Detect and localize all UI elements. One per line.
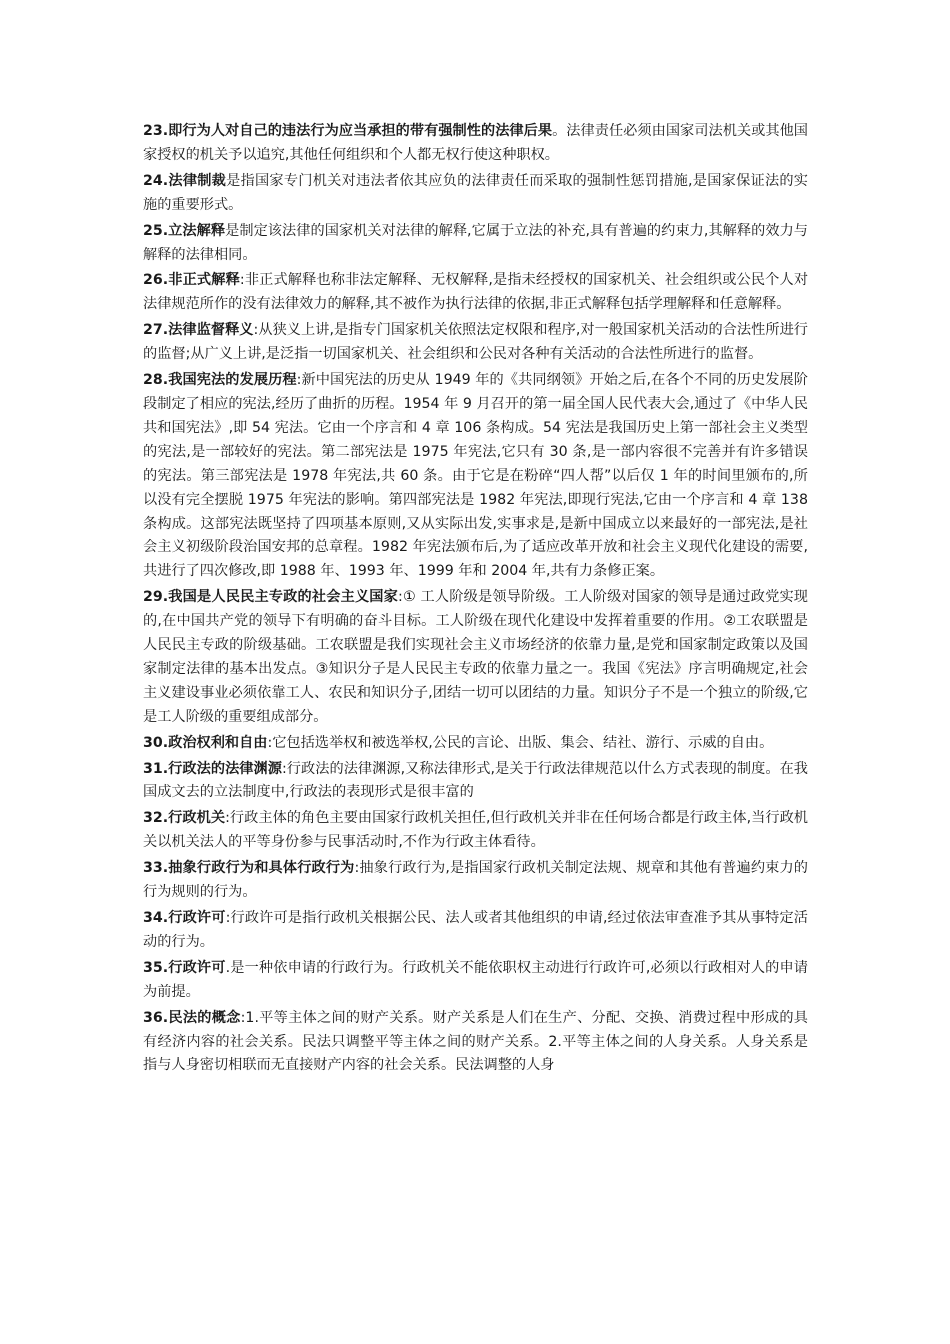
entry-term: 34.行政许可	[143, 910, 226, 926]
entry-body: :从狭义上讲,是指专门国家机关依照法定权限和程序,对一般国家机关活动的合法性所进行的监督;从广义上讲,是泛指一切国家机关、社会组织和公民对各种有关活动的合法性所进行的监督。	[143, 322, 808, 363]
entry-body: :① 工人阶级是领导阶级。工人阶级对国家的领导是通过政党实现的,在中国共产党的领导下有明确的奋斗目标。工人阶级在现代化建设中发挥着重要的作用。②工农联盟是人民民主专政的阶级基础。工农联盟是我们实现社会主义市场经济的依靠力量,是党和国家制定政策以及国家制定法律的基本出发点。③知识分子是人民民主专政的依靠力量之一。我国《宪法》序言明确规定,社会主义建设事业必须依靠工人、农民和知识分子,团结一切可以团结的力量。知识分子不是一个独立的阶级,它是工人阶级的重要组成部分。	[143, 589, 808, 725]
entry-body: 是指国家专门机关对违法者依其应负的法律责任而采取的强制性惩罚措施,是国家保证法的实施的重要形式。	[143, 172, 808, 213]
entry-term: 29.我国是人民民主专政的社会主义国家	[143, 589, 399, 606]
entry-term: 33.抽象行政行为和具体行政行为	[143, 860, 355, 877]
entry-body: :非正式解释也称非法定解释、无权解释,是指未经授权的国家机关、社会组织或公民个人对法律规范所作的没有法律效力的解释,其不被作为执行法律的依据,非正式解释包括学理解释和任意解释。	[143, 272, 809, 313]
document-page	[143, 120, 808, 1080]
entry-term: 30.政治权利和自由	[143, 734, 268, 751]
entry-body: :它包括选举权和被选举权,公民的言论、出版、集会、结社、游行、示威的自由。	[267, 734, 774, 751]
entry-28	[143, 369, 808, 584]
entry-body: :新中国宪法的历史从 1949 年的《共同纲领》开始之后,在各个不同的历史发展阶段制定了相应的宪法,经历了曲折的历程。1954 年 9 月召开的第一届全国人民代表大会,通过了《中华人民共和国宪法》,即 54 宪法。它由一个序言和 4 章 106 条构成。54 宪法是我国历史上第一部社会主义类型的宪法,是一部较好的宪法。第二部宪法是 1975 年宪法,它只有 30 条,是一部内容很不完善并有许多错误的宪法。第三部宪法是 1978 年宪法,共 60 条。由于它是在粉碎“四人帮”以后仅 1 年的时间里颁布的,所以没有完全摆脱 1975 年宪法的影响。第四部宪法是 1982 年宪法,即现行宪法,它由一个序言和 4 章 138 条构成。这部宪法既坚持了四项基本原则,又从实际出发,实事求是,是新中国成立以来最好的一部宪法,是社会主义初级阶段治国安邦的总章程。1982 年宪法颁布后,为了适应改革开放和社会主义现代化建设的需要,共进行了四次修改,即 1988 年、1993 年、1999 年和 2004 年,共有力条修正案。	[143, 372, 808, 580]
entry-32	[143, 807, 808, 855]
entry-term: 31.行政法的法律渊源	[143, 760, 282, 777]
entry-term: 26.非正式解释	[143, 272, 240, 289]
entry-27	[143, 319, 808, 367]
entry-30	[143, 732, 808, 756]
entry-35	[143, 957, 808, 1005]
entry-body: 是制定该法律的国家机关对法律的解释,它属于立法的补充,具有普遍的约束力,其解释的效力与解释的法律相同。	[143, 222, 808, 263]
entry-body: :行政法的法律渊源,又称法律形式,是关于行政法律规范以什么方式表现的制度。在我国成文去的立法制度中,行政法的表现形式是很丰富的	[143, 760, 808, 801]
entry-24	[143, 170, 808, 218]
entry-term: 24.法律制裁	[143, 172, 227, 189]
entry-term: 28.我国宪法的发展历程	[143, 372, 297, 389]
entry-body: :抽象行政行为,是指国家行政机关制定法规、规章和其他有普遍约束力的行为规则的行为。	[143, 860, 808, 901]
entry-34	[143, 907, 808, 955]
entry-23	[143, 120, 808, 168]
entry-term: 32.行政机关	[143, 810, 226, 827]
entry-36	[143, 1007, 808, 1079]
entry-31	[143, 758, 808, 806]
entry-term: 35.行政许可	[143, 959, 226, 976]
entry-26	[143, 269, 808, 317]
entry-body: .是一种依申请的行政行为。行政机关不能依职权主动进行行政许可,必须以行政相对人的申请为前提。	[143, 959, 808, 1000]
entry-body: 。法律责任必须由国家司法机关或其他国家授权的机关予以追究,其他任何组织和个人都无权行使这种职权。	[143, 123, 808, 163]
entry-29	[143, 586, 808, 729]
entry-term: 25.立法解释	[143, 222, 226, 239]
entry-body: :1.平等主体之间的财产关系。财产关系是人们在生产、分配、交换、消费过程中形成的具有经济内容的社会关系。民法只调整平等主体之间的财产关系。2.平等主体之间的人身关系。人身关系是指与人身密切相联而无直接财产内容的社会关系。民法调整的人身	[143, 1009, 808, 1074]
entry-term: 27.法律监督释义	[143, 322, 254, 339]
entry-25	[143, 220, 808, 268]
entry-term: 23.即行为人对自己的违法行为应当承担的带有强制性的法律后果	[143, 123, 553, 139]
entry-body: :行政主体的角色主要由国家行政机关担任,但行政机关并非在任何场合都是行政主体,当行政机关以机关法人的平等身份参与民事活动时,不作为行政主体看待。	[143, 810, 808, 851]
entry-body: :行政许可是指行政机关根据公民、法人或者其他组织的申请,经过依法审查准予其从事特定活动的行为。	[143, 910, 808, 950]
entry-33	[143, 857, 808, 905]
entry-term: 36.民法的概念	[143, 1009, 241, 1026]
